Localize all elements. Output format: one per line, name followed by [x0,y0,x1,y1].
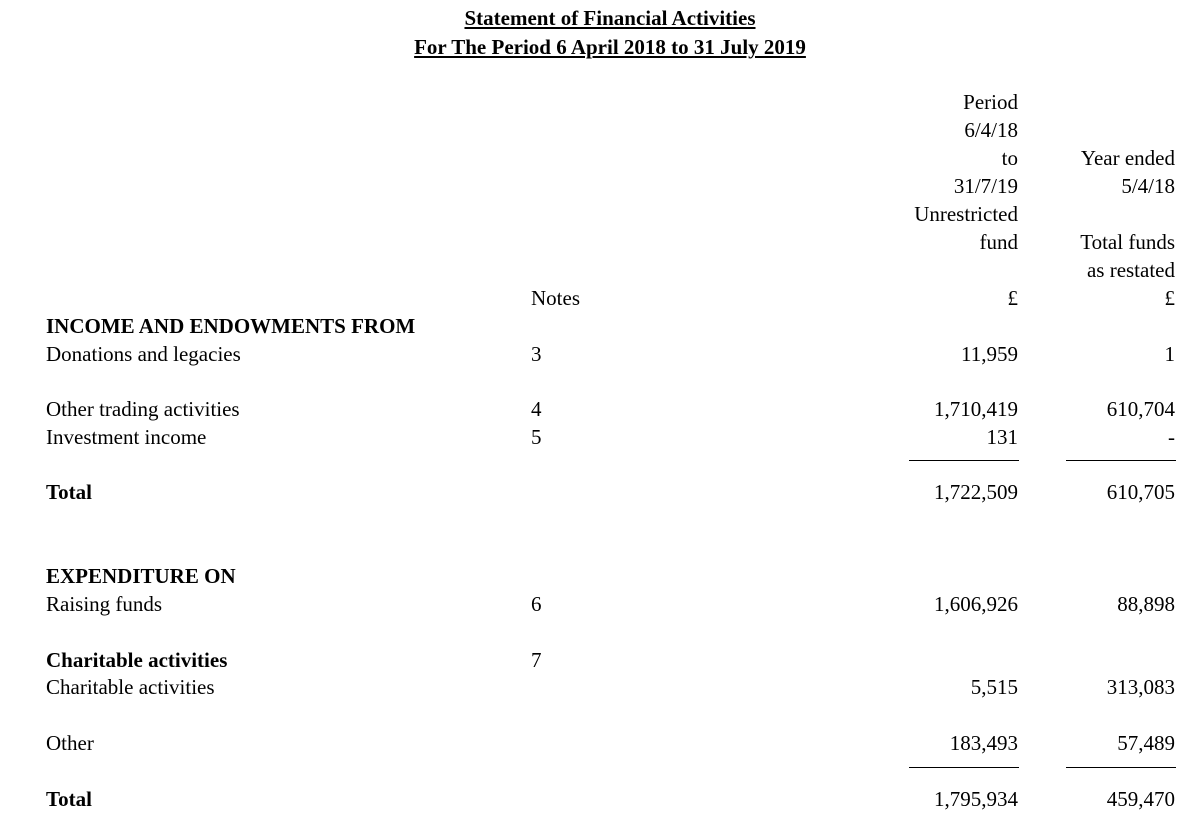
row-note: 4 [531,397,542,421]
subtotal-rule [909,460,1019,461]
subtotal-rule [1066,767,1176,768]
row-label: Charitable activities [46,675,215,699]
row-prior: 57,489 [1117,731,1175,755]
row-current: 5,515 [970,675,1018,699]
row-note: 5 [531,425,542,449]
row-prior: 88,898 [1117,592,1175,616]
row-current: 1,722,509 [934,480,1018,504]
header-line: 31/7/19 [953,174,1018,198]
statement-subtitle: For The Period 6 April 2018 to 31 July 2019 [414,35,806,59]
row-label: Other trading activities [46,397,240,421]
row-prior: 313,083 [1106,675,1175,699]
row-current: 1,710,419 [934,397,1018,421]
row-label: Charitable activities [46,648,228,672]
row-current: 183,493 [949,731,1018,755]
row-current: 1,795,934 [934,787,1018,811]
row-label: Total [46,787,92,811]
row-prior: 610,705 [1106,480,1175,504]
row-prior: 1 [1164,342,1175,366]
row-current: 11,959 [961,342,1018,366]
header-line: Unrestricted [914,202,1018,226]
header-line: Year ended [1080,146,1175,170]
expenditure-heading: EXPENDITURE ON [46,564,236,588]
subtotal-rule [1066,460,1176,461]
row-current: 131 [986,425,1018,449]
row-label: Donations and legacies [46,342,241,366]
row-note: 3 [531,342,542,366]
currency-symbol: £ [1007,286,1018,310]
header-line: fund [979,230,1018,254]
row-label: Total [46,480,92,504]
header-line: Period [963,90,1018,114]
subtotal-rule [909,767,1019,768]
row-label: Investment income [46,425,207,449]
header-line: 5/4/18 [1121,174,1175,198]
statement-title: Statement of Financial Activities [464,6,756,30]
row-prior: 459,470 [1106,787,1175,811]
row-note: 7 [531,648,542,672]
income-heading: INCOME AND ENDOWMENTS FROM [46,314,416,338]
header-line: Total funds [1080,230,1175,254]
row-label: Other [46,731,94,755]
header-line: as restated [1086,258,1175,282]
header-line: 6/4/18 [964,118,1018,142]
notes-header: Notes [531,286,580,310]
header-line: to [1001,146,1018,170]
currency-symbol: £ [1164,286,1175,310]
row-current: 1,606,926 [934,592,1018,616]
row-note: 6 [531,592,542,616]
row-prior: 610,704 [1106,397,1175,421]
row-label: Raising funds [46,592,163,616]
row-prior: - [1168,425,1175,449]
